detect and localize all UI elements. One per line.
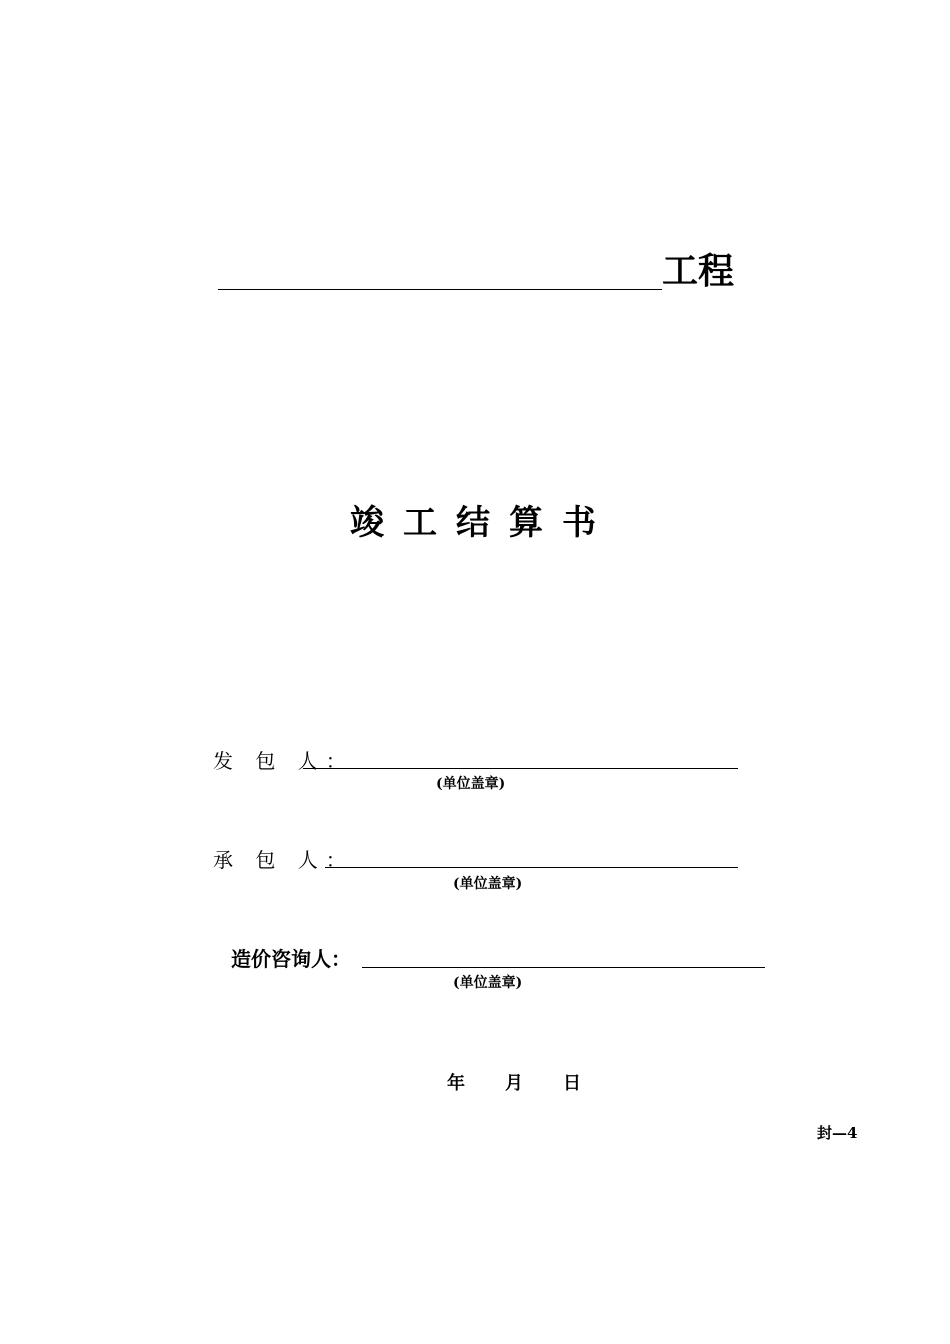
project-name-blank-line: [218, 289, 662, 290]
contractor-signature-line: [325, 867, 738, 868]
page-code: 封—4: [817, 1124, 858, 1142]
cost-consultant-seal-note: (单位盖章): [453, 975, 523, 991]
cost-consultant-signature-line: [362, 967, 765, 968]
document-title: 竣工结算书: [350, 503, 615, 543]
cost-consultant-label: 造价咨询人：: [231, 947, 351, 971]
employer-signature-line: [303, 768, 738, 769]
contractor-seal-note: (单位盖章): [453, 876, 523, 892]
date-year: 年: [447, 1073, 465, 1094]
employer-seal-note: (单位盖章): [436, 776, 506, 792]
project-suffix: 工程: [662, 251, 735, 292]
date-month: 月: [505, 1073, 523, 1094]
date-day: 日: [563, 1073, 581, 1094]
employer-label: 发 包 人：: [213, 749, 354, 773]
contractor-label: 承 包 人：: [213, 848, 354, 872]
